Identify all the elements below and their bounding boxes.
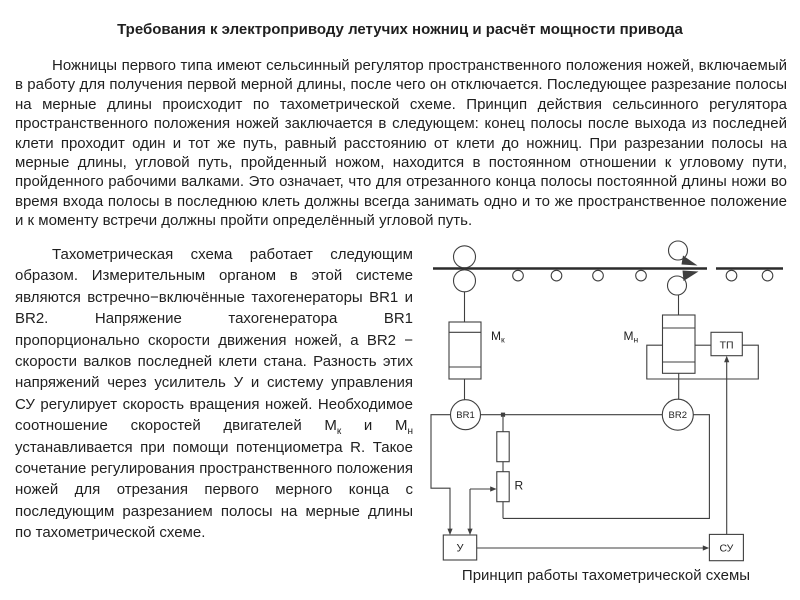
wiper-arrowhead-icon — [490, 486, 496, 491]
arrowhead-up-icon — [724, 356, 729, 362]
amplifier-input-lines — [431, 415, 497, 535]
diagram-caption: Принцип работы тахометрической схемы — [461, 567, 751, 584]
arrowhead-down-icon — [467, 529, 472, 535]
motor-subscript-n: н — [407, 426, 413, 438]
resistor — [497, 432, 509, 462]
junction-dot — [501, 413, 505, 417]
measuring-circuit — [481, 413, 710, 519]
strip-roller — [593, 270, 604, 281]
amplifier-to-control-line — [477, 545, 710, 550]
tachogenerator-br1-label: BR1 — [456, 410, 475, 422]
potentiometer-r-label: R — [514, 478, 524, 493]
motor-mn — [624, 295, 696, 399]
motor-mn-label: $М_н$ — [623, 329, 639, 345]
paragraph2-part2: и М — [341, 417, 408, 435]
control-system-su — [709, 534, 743, 560]
arrowhead-right-icon — [703, 545, 709, 550]
lower-knife-icon — [683, 271, 699, 282]
motor-mk — [449, 292, 505, 400]
strip-roller — [726, 270, 737, 281]
amplifier-u — [443, 535, 476, 560]
tachogenerator-br2 — [662, 399, 693, 430]
motor-subscript-k: к — [336, 426, 342, 438]
potentiometer-r — [497, 472, 509, 502]
paragraph2-part1: Тахометрическая схема работает следующим образом. Измерительным органом в этой системе являются встречно−включённые тахогенераторы BR1 и BR2. Напряжение тахогенератора BR1 пропорционально скорости движения ножей, а BR2 − скорости валков последней клети стана. Разность этих напряжений через усилитель У и систему управления СУ регулирует скорость вращения ножей. Необходимое соотношение скоростей двигателей М — [15, 246, 413, 435]
tachogenerator-br2-label: BR2 — [668, 410, 688, 422]
strip-roller — [513, 270, 524, 281]
control-system-su-label: СУ — [719, 542, 734, 555]
page-title: Требования к электроприводу летучих ножниц и расчёт мощности привода — [117, 21, 683, 38]
converter-tp-label: ТП — [719, 339, 734, 352]
roller-table — [513, 270, 773, 281]
tachogenerator-br1 — [451, 400, 481, 430]
control-to-converter-line — [724, 356, 729, 535]
tachometric-scheme-diagram — [420, 233, 792, 567]
paragraph-selsyn-regulator: Ножницы первого типа имеют сельсинный регулятор пространственного положения ножей, включаемый в работу для получения первой мерной длины, после чего он отключается. Последующее разрезание полосы на мерные длины происходит по тахометрической схеме. Принцип действия сельсинного регулятора пространственного положения ножей заключается в следующем: конец полосы после выхода из последней клети проходит один и тот же путь, равный расстоянию от клети до ножниц. При разрезании полосы на мерные длины, угловой путь, пройденный ножом, находится в постоянном отношении к угловому пути, пройденного рабочими валками. Это означает, что для отрезанного конца полосы постоянной длины ножи во время входа полосы в последнюю клеть должны всегда занимать одно и то же пространственное положение и к моменту встречи должны пройти определённый угловой путь. — [15, 57, 787, 230]
strip-roller — [551, 270, 562, 281]
paragraph2-part3: устанавливается при помощи потенциометра R. Такое сочетание регулирования пространственного положения ножей для отрезания первого мерного конца с последующим разрезанием полосы на мерные длины по тахометрической схеме. — [15, 438, 413, 542]
paragraph-tachometric-scheme — [15, 244, 413, 544]
arrowhead-down-icon — [447, 529, 452, 535]
motor-mk-label: $М_к$ — [491, 329, 505, 345]
converter-tp — [647, 332, 759, 379]
amplifier-u-label: У — [456, 542, 464, 555]
strip-roller — [762, 270, 773, 281]
strip-roller — [636, 270, 647, 281]
upper-knife-icon — [682, 256, 698, 266]
